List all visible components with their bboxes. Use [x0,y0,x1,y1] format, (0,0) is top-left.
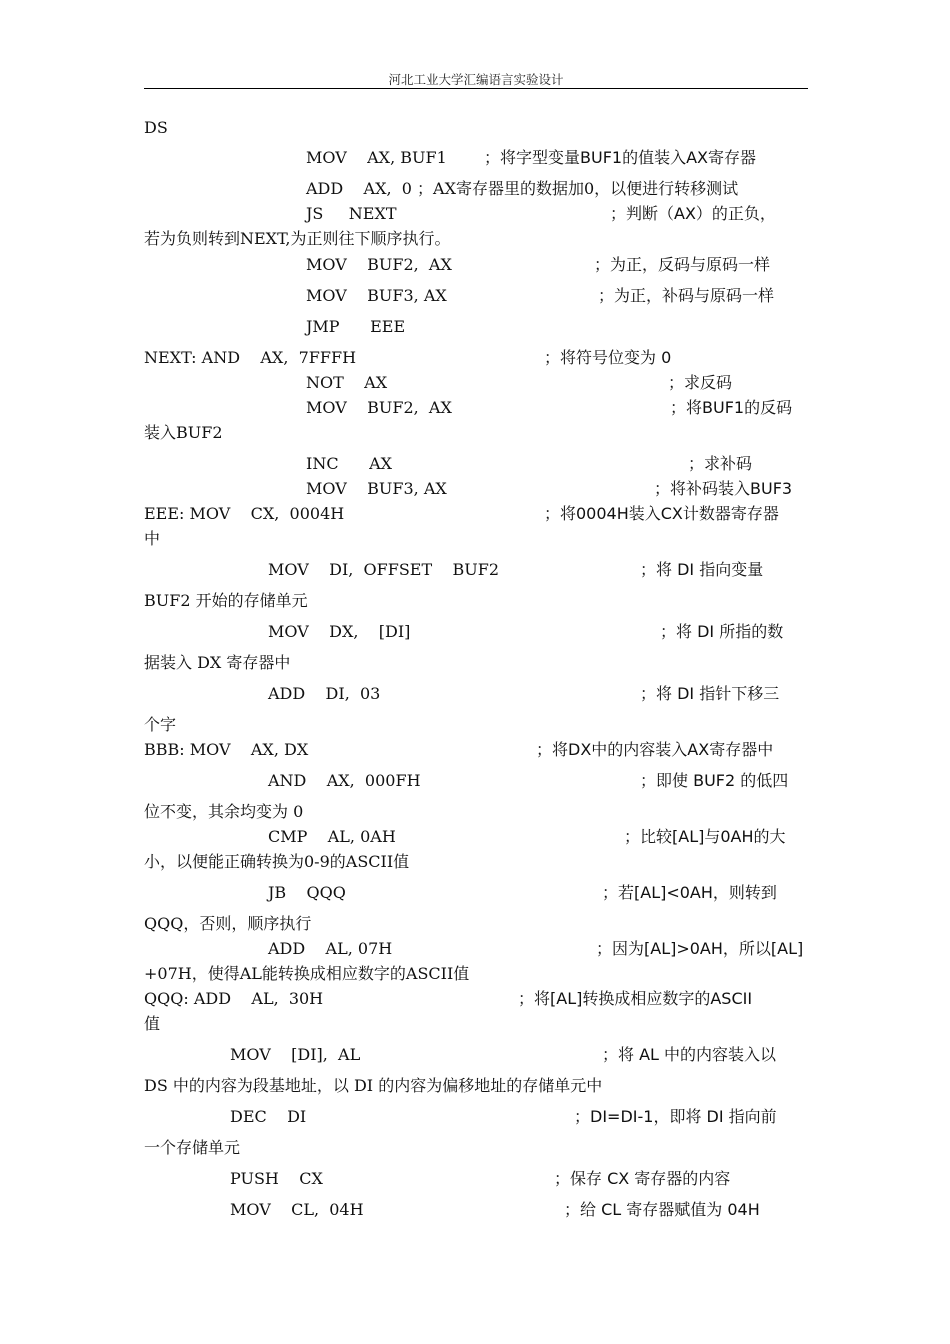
code-comment: ；判断（AX）的正负， [610,204,776,223]
code-line: 值 [144,1014,161,1033]
code-comment: ；比较[AL]与0AH的大 [624,827,786,846]
code-line: PUSH CX [230,1169,323,1188]
code-line: DEC DI [230,1107,307,1126]
code-line: MOV BUF3, AX [306,479,447,498]
code-comment: ；DI=DI-1，即将 DI 指向前 [574,1107,777,1126]
code-comment: ；将DX中的内容装入AX寄存器中 [536,740,774,759]
code-line: MOV CL, 04H [230,1200,364,1219]
code-line: NEXT: AND AX, 7FFFH [144,348,357,367]
code-line: MOV DI, OFFSET BUF2 [268,560,500,579]
code-line: MOV BUF3, AX [306,286,447,305]
code-line: 位不变，其余均变为 0 [144,802,304,821]
code-line: MOV AX, BUF1 [306,148,447,167]
code-line: 中 [144,529,161,548]
code-line: NOT AX [306,373,388,392]
code-comment: ；将补码装入BUF3 [654,479,793,498]
code-line: 个字 [144,715,177,734]
header-rule [144,88,808,89]
code-line: MOV [DI], AL [230,1045,361,1064]
code-comment: ；将字型变量BUF1的值装入AX寄存器 [484,148,756,167]
code-line: ADD AL, 07H [268,939,393,958]
code-comment: ；求补码 [688,454,753,473]
code-line: JS NEXT [306,204,397,223]
code-line: DS [144,118,168,137]
code-line: 据装入 DX 寄存器中 [144,653,291,672]
code-comment: ；求反码 [668,373,733,392]
code-comment: ；因为[AL]>0AH，所以[AL] [596,939,804,958]
code-comment: ；将BUF1的反码 [670,398,793,417]
code-line: MOV DX, [DI] [268,622,411,641]
code-line: MOV BUF2, AX [306,398,452,417]
code-line: DS 中的内容为段基地址，以 DI 的内容为偏移地址的存储单元中 [144,1076,603,1095]
code-line: MOV BUF2, AX [306,255,452,274]
code-line: ADD AX, 0 ；AX寄存器里的数据加0，以便进行转移测试 [306,179,739,198]
code-line: EEE: MOV CX, 0004H [144,504,345,523]
code-line: +07H，使得AL能转换成相应数字的ASCII值 [144,964,470,983]
code-comment: ；将符号位变为 0 [544,348,672,367]
code-line: 若为负则转到NEXT,为正则往下顺序执行。 [144,229,451,248]
code-line: QQQ，否则，顺序执行 [144,914,312,933]
code-comment: ；将 DI 指针下移三 [640,684,780,703]
code-line: 小，以便能正确转换为0-9的ASCII值 [144,852,410,871]
code-line: 装入BUF2 [144,423,223,442]
code-comment: ；将 DI 所指的数 [660,622,784,641]
code-line: JB QQQ [268,883,346,902]
code-line: CMP AL, 0AH [268,827,396,846]
code-comment: ；即使 BUF2 的低四 [640,771,789,790]
code-line: JMP EEE [306,317,406,336]
code-comment: ；为正，补码与原码一样 [598,286,775,305]
code-comment: ；给 CL 寄存器赋值为 04H [564,1200,760,1219]
code-line: BBB: MOV AX, DX [144,740,309,759]
page-header: 河北工业大学汇编语言实验设计 [388,72,564,87]
code-line: BUF2 开始的存储单元 [144,591,308,610]
code-comment: ；保存 CX 寄存器的内容 [554,1169,731,1188]
code-line: ADD DI, 03 [268,684,381,703]
code-comment: ；将 DI 指向变量 [640,560,764,579]
code-comment: ；若[AL]<0AH，则转到 [602,883,777,902]
code-line: INC AX [306,454,393,473]
code-line: AND AX, 000FH [268,771,421,790]
code-comment: ；将[AL]转换成相应数字的ASCII [518,989,753,1008]
code-comment: ；为正，反码与原码一样 [594,255,771,274]
code-line: 一个存储单元 [144,1138,241,1157]
code-line: QQQ: ADD AL, 30H [144,989,324,1008]
code-comment: ；将 AL 中的内容装入以 [602,1045,777,1064]
code-comment: ；将0004H装入CX计数器寄存器 [544,504,779,523]
